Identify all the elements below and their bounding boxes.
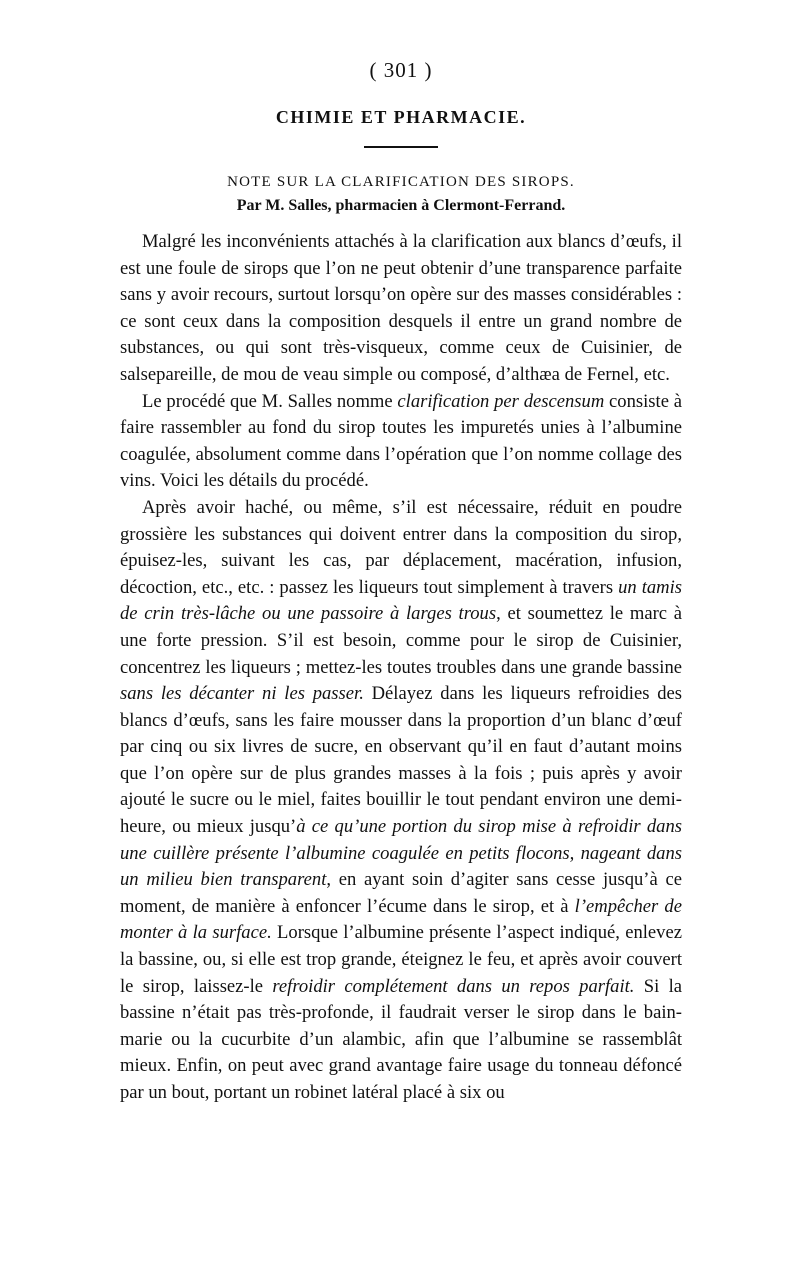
text-run: Délayez dans les liqueurs refroidies des blancs d’œufs, sans les faire mousser dans la proportion d’un blanc d’œuf par cinq ou six livres de sucre, en observant qu’il en faut d’autant moins que l’on opère sur de plus grandes masses à la fois ; puis après y avoir ajouté le sucre ou le miel, faites bouillir le tout pendant environ une demi-heure, ou mieux jusqu’ [120, 683, 682, 838]
paragraph [120, 229, 682, 389]
article-body [120, 229, 682, 1107]
italic-text-run: sans les décanter ni les passer. [120, 683, 364, 705]
paragraph [120, 495, 682, 1107]
author-byline: Par M. Salles, pharmacien à Clermont-Ferrand. [236, 197, 566, 214]
section-title: CHIMIE ET PHARMACIE. [275, 107, 527, 127]
text-run: Lorsque l’albumine présente l’aspect indiqué, enlevez la bassine, ou, si elle est trop grande, éteignez le feu, et après avoir couvert le sirop, laissez-le [120, 922, 682, 997]
text-run: Si la bassine n’était pas très-profonde, il faudrait verser le sirop dans le bain-marie ou la cucurbite d’un alambic, afin que l’albumine se rassemblât mieux. Enfin, on peut avec grand avantage faire usage du tonneau défoncé par un bout, portant un robinet latéral placé à six ou [120, 975, 682, 1103]
italic-text-run: un tamis de crin très-lâche ou une passoire à larges trous [120, 576, 682, 625]
title-divider [364, 146, 438, 148]
paragraph [120, 389, 682, 495]
italic-text-run: l’empêcher de monter à la surface. [120, 895, 682, 944]
note-title: NOTE SUR LA CLARIFICATION DES SIROPS. [227, 174, 575, 190]
page-number: ( 301 ) [369, 58, 433, 82]
italic-text-run: refroidir complétement dans un repos parfait. [272, 975, 635, 997]
text-run: Le procédé que M. Salles nomme [142, 390, 398, 412]
document-page [120, 58, 682, 1107]
text-run: , en ayant soin d’agiter sans cesse jusqu’à ce moment, de manière à enfoncer l’écume dans le sirop, et à [120, 869, 682, 917]
text-run: Après avoir haché, ou même, s’il est nécessaire, réduit en poudre grossière les substances qui doivent entrer dans la composition du sirop, épuisez-les, suivant les cas, par déplacement, macération, infusion, décoction, etc., etc. : passez les liqueurs tout simplement à travers [120, 496, 682, 598]
italic-text-run: à ce qu’une portion du sirop mise à refroidir dans une cuillère présente l’albumine coagulée en petits flocons, nageant dans un milieu bien transparent [120, 816, 682, 891]
italic-text-run: clarification per descensum [397, 390, 605, 412]
text-run: , et soumettez le marc à une forte pression. S’il est besoin, comme pour le sirop de Cuisinier, concentrez les liqueurs ; mettez-les toutes troubles dans une grande bassine [120, 603, 682, 678]
text-run: Malgré les inconvénients attachés à la clarification aux blancs d’œufs, il est une foule de sirops que l’on ne peut obtenir d’une transparence parfaite sans y avoir recours, surtout lorsqu’on opère sur des masses considérables : ce sont ceux dans la composition desquels il entre un grand nombre de substances, ou qui sont très-visqueux, comme ceux de Cuisinier, de salsepareille, de mou de veau simple ou composé, d’althæa de Fernel, etc. [120, 231, 682, 385]
text-run: consiste à faire rassembler au fond du sirop toutes les impuretés unies à l’albumine coagulée, absolument comme dans l’opération que l’on nomme collage des vins. Voici les détails du procédé. [120, 390, 683, 492]
